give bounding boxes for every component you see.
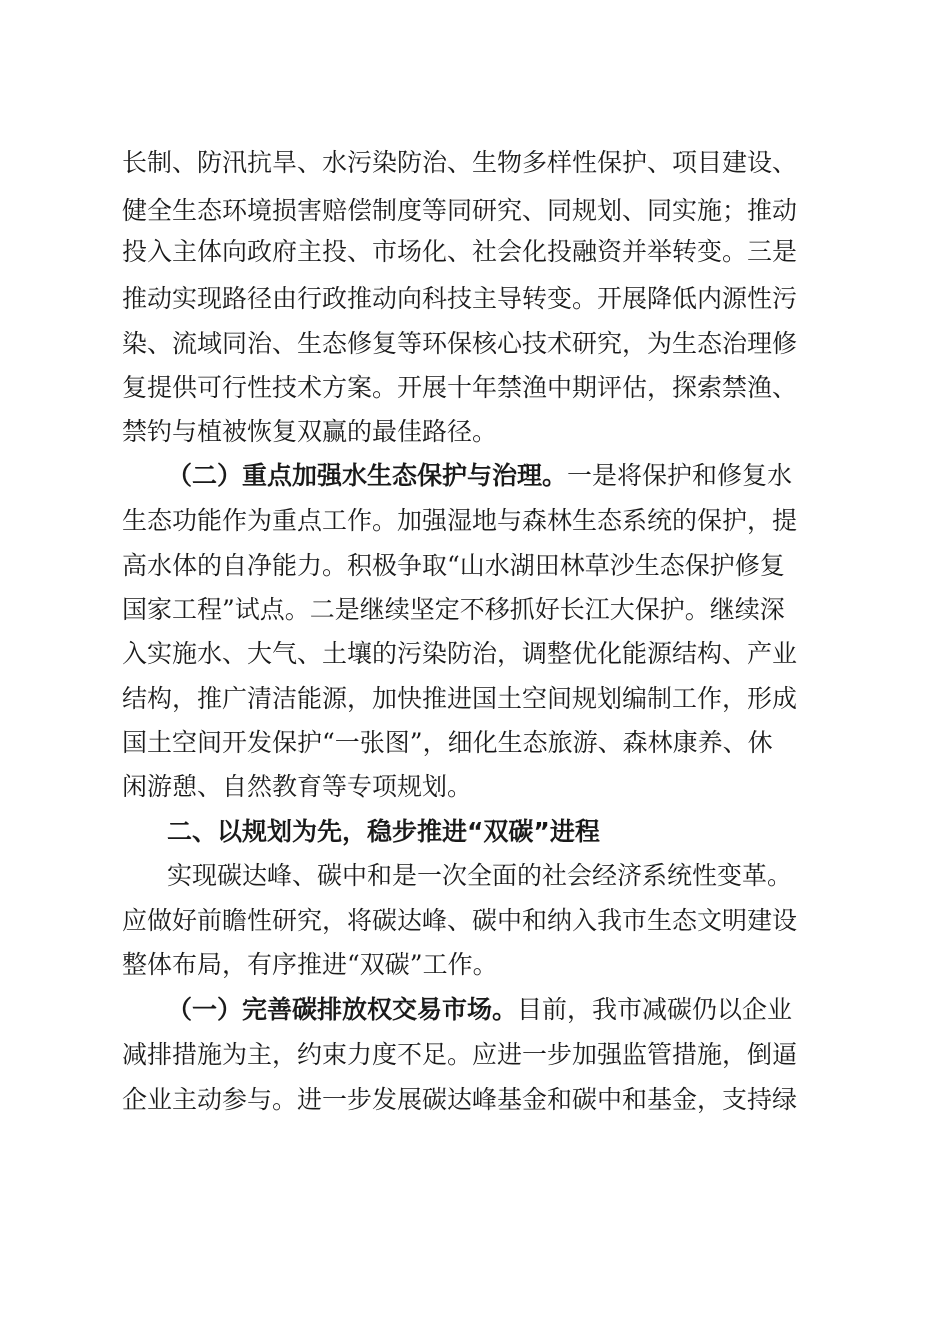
paragraph-line-14: 国土空间开发保护“一张图”，细化生态旅游、森林康养、休 — [122, 728, 773, 757]
subsection-title-2: （二）重点加强水生态保护与治理。 — [167, 461, 568, 490]
section-heading: 二、以规划为先，稳步推进“双碳”进程 — [167, 817, 600, 846]
paragraph-line-22: 企业主动参与。进一步发展碳达峰基金和碳中和基金，支持绿 — [122, 1085, 798, 1114]
paragraph-line-21: 减排措施为主，约束力度不足。应进一步加强监管措施，倒逼 — [122, 1040, 798, 1069]
subsection-heading-line-2 — [167, 990, 792, 1030]
paragraph-line-19: 整体布局，有序推进“双碳”工作。 — [122, 950, 498, 979]
paragraph-line-6: 复提供可行性技术方案。开展十年禁渔中期评估，探索禁渔、 — [122, 373, 798, 402]
paragraph-line-9: 生态功能作为重点工作。加强湿地与森林生态系统的保护，提 — [122, 506, 798, 535]
paragraph-line-10: 高水体的自净能力。积极争取“山水湖田林草沙生态保护修复 — [122, 551, 785, 580]
paragraph-line-4: 推动实现路径由行政推动向科技主导转变。开展降低内源性污 — [122, 284, 798, 313]
subsection-text-2: 目前，我市减碳仍以企业 — [517, 995, 793, 1024]
paragraph-line-12: 入实施水、大气、土壤的污染防治，调整优化能源结构、产业 — [122, 639, 798, 668]
paragraph-line-18: 应做好前瞻性研究，将碳达峰、碳中和纳入我市生态文明建设 — [122, 906, 798, 935]
paragraph-line-11: 国家工程”试点。二是继续坚定不移抓好长江大保护。继续深 — [122, 595, 785, 624]
subsection-text: 一是将保护和修复水 — [567, 461, 793, 490]
paragraph-line-13: 结构，推广清洁能源，加快推进国土空间规划编制工作，形成 — [122, 684, 798, 713]
subsection-heading-line — [167, 456, 792, 496]
paragraph-line-7: 禁钓与植被恢复双赢的最佳路径。 — [122, 417, 498, 446]
paragraph-line-2: 健全生态环境损害赔偿制度等同研究、同规划、同实施；推动 — [122, 196, 798, 225]
paragraph-line-3: 投入主体向政府主投、市场化、社会化投融资并举转变。三是 — [122, 237, 798, 266]
paragraph-line-15: 闲游憩、自然教育等专项规划。 — [122, 772, 473, 801]
paragraph-line-5: 染、流域同治、生态修复等环保核心技术研究，为生态治理修 — [122, 329, 798, 358]
paragraph-line-17: 实现碳达峰、碳中和是一次全面的社会经济系统性变革。 — [167, 861, 793, 890]
paragraph-line-1: 长制、防汛抗旱、水污染防治、生物多样性保护、项目建设、 — [122, 148, 798, 177]
subsection-title-1: （一）完善碳排放权交易市场。 — [167, 995, 518, 1024]
